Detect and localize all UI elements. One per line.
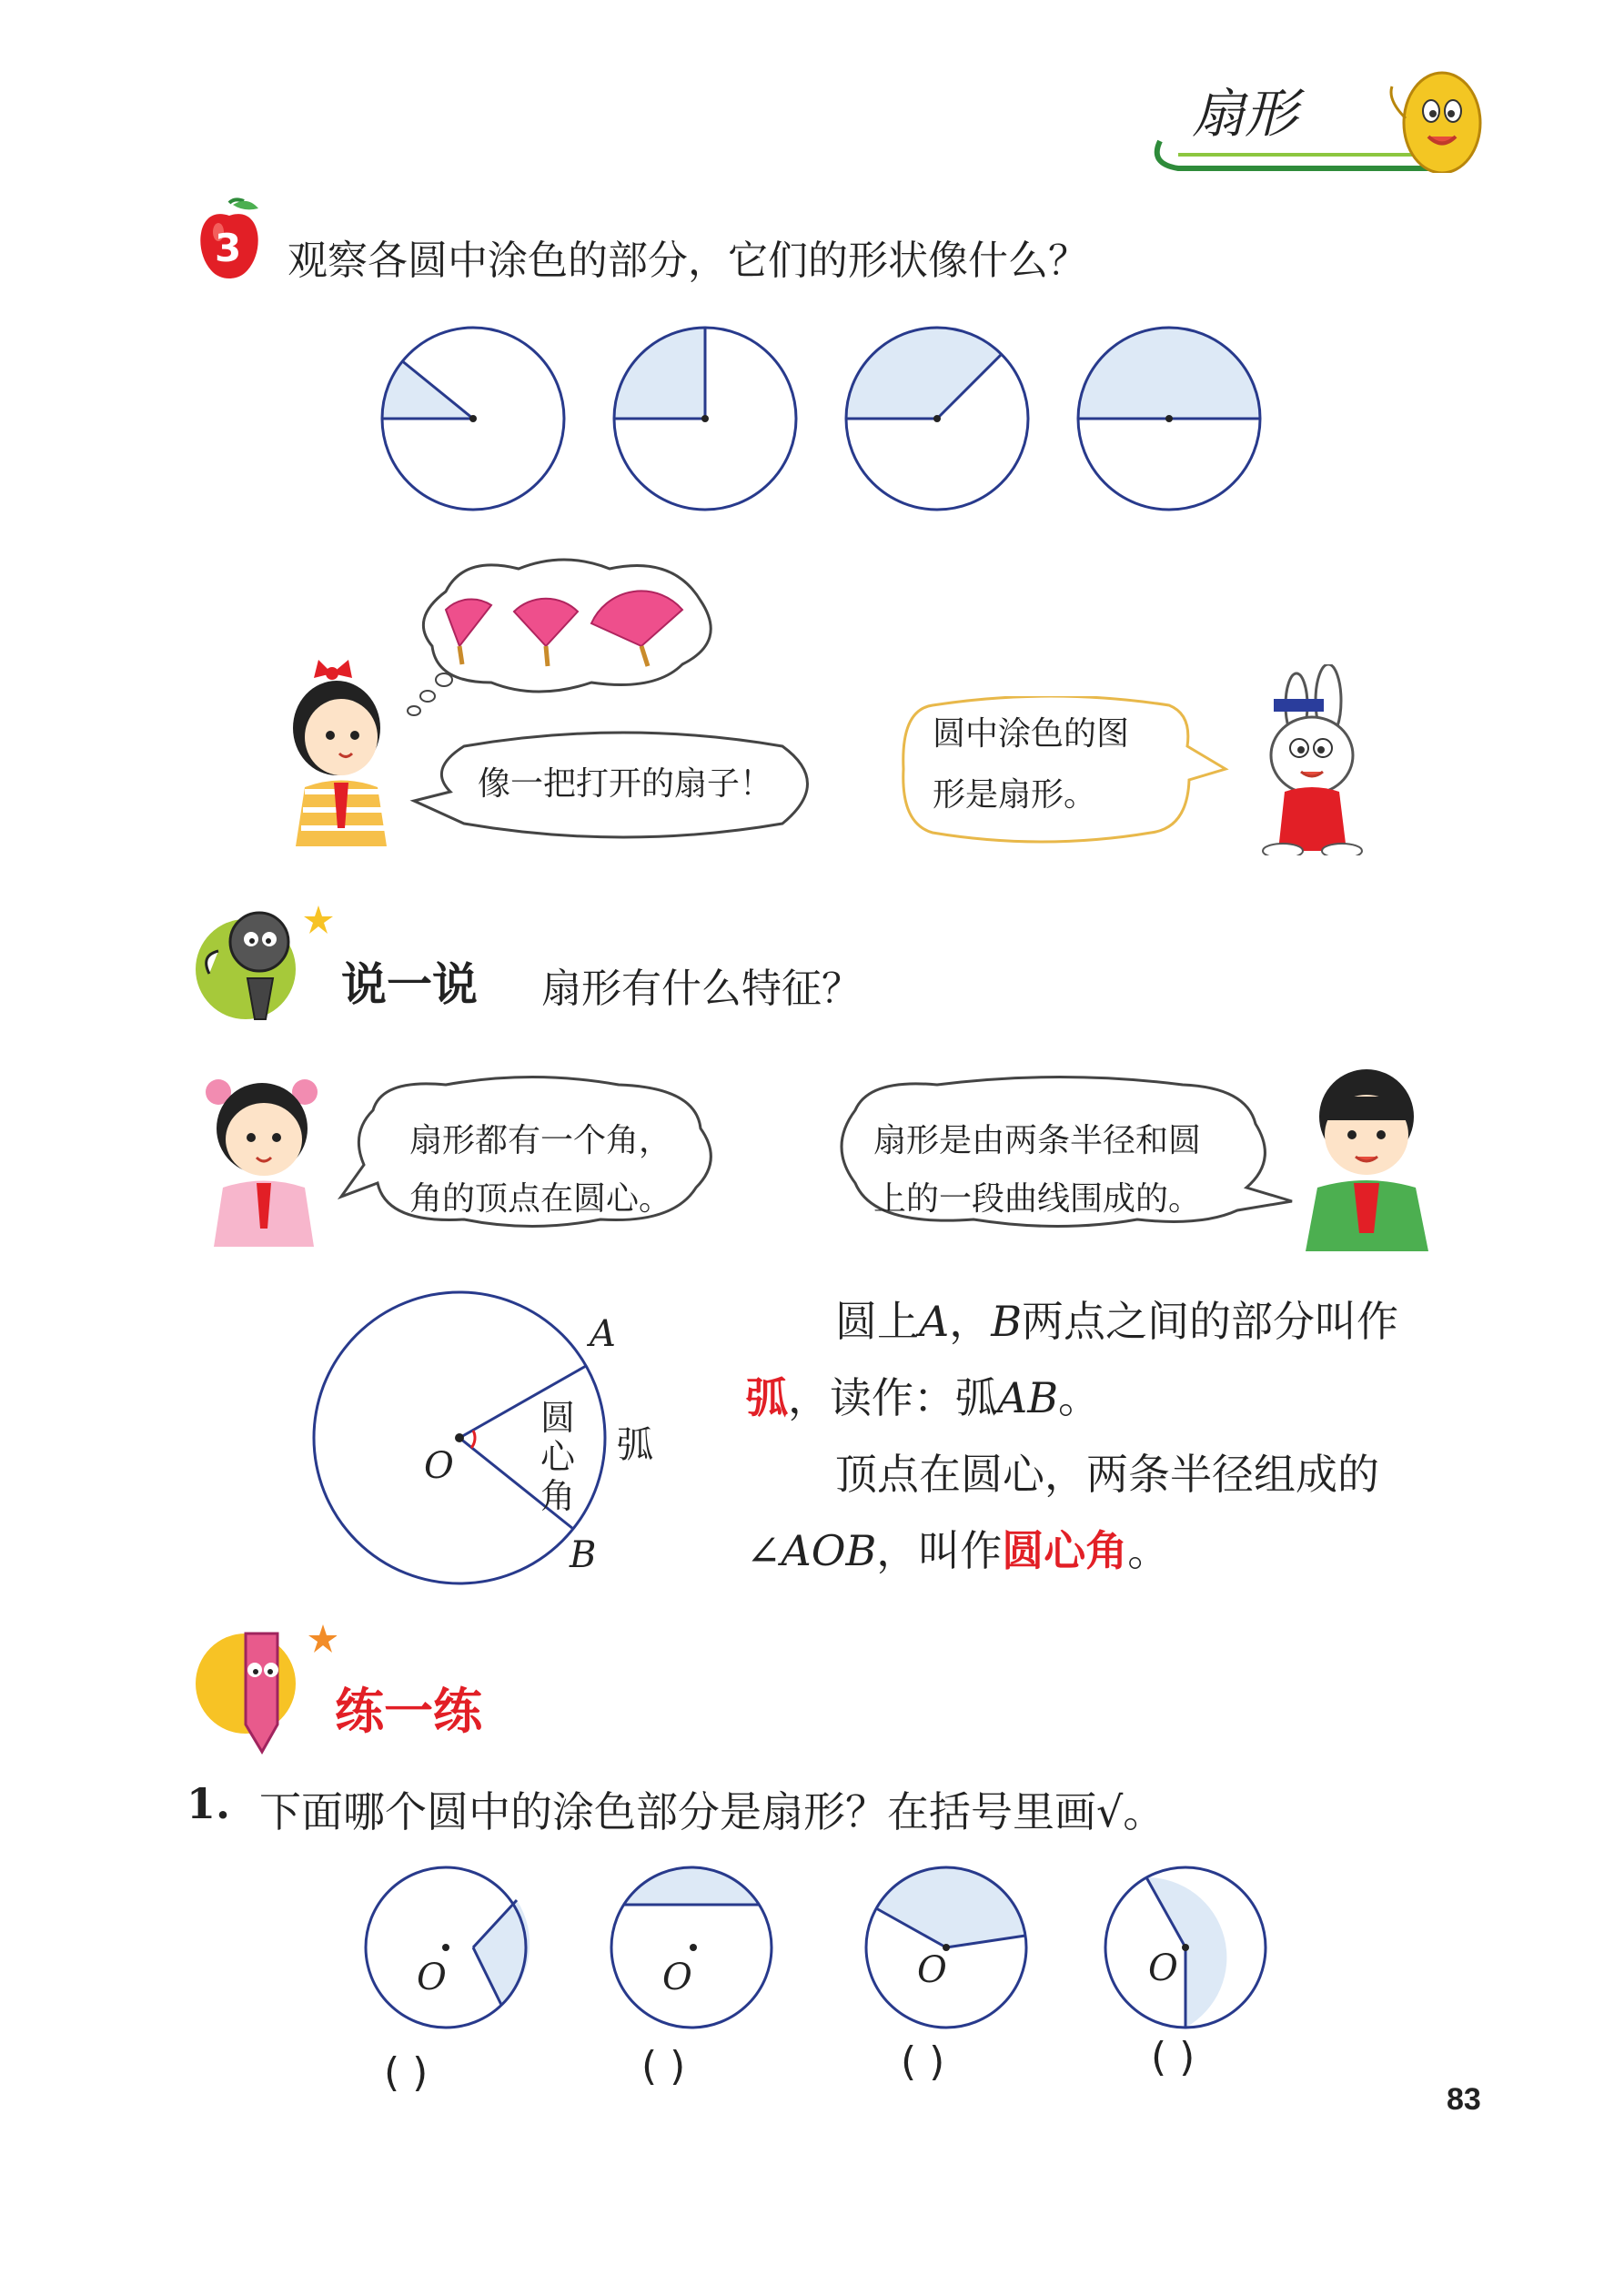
- answer-blank-3[interactable]: ( ): [901, 2038, 945, 2085]
- header-title: 扇形: [1192, 83, 1298, 145]
- talk-section-title: 说一说: [341, 958, 478, 1011]
- boy-character-icon: [1292, 1060, 1437, 1251]
- exercise-circle-3-o-label: O: [917, 1949, 947, 1991]
- arc-label: 弧: [617, 1424, 653, 1466]
- exercise-circle-2: [611, 1866, 772, 2028]
- central-angle-term: 圆心角: [1002, 1526, 1128, 1575]
- point-b-label: B: [570, 1534, 597, 1576]
- boy-bubble-line1: 扇形是由两条半径和圆: [873, 1122, 1202, 1159]
- answer-blank-4[interactable]: ( ): [1151, 2034, 1195, 2080]
- mouse-mascot-icon: [1391, 73, 1480, 173]
- exercise-circle-3: [866, 1867, 1026, 2028]
- exercise-circle-1: [366, 1867, 530, 2028]
- shaded-circle-4: [1078, 328, 1260, 510]
- rabbit-bubble-line1: 圆中涂色的图: [933, 715, 1130, 753]
- definition-line-2: 弧，读作：弧AB。: [746, 1373, 1101, 1422]
- practice-section-title: 练一练: [335, 1683, 482, 1740]
- exercise-1-text: 下面哪个圆中的涂色部分是扇形？在括号里画√。: [259, 1787, 1165, 1836]
- exercise-1-number: 1.: [187, 1779, 231, 1828]
- talk-question: 扇形有什么特征？: [541, 966, 862, 1012]
- girl2-bubble-line2: 角的顶点在圆心。: [409, 1180, 672, 1218]
- problem-number: 3: [215, 226, 242, 270]
- pencil-mascot-icon: [191, 1615, 337, 1761]
- point-o-label: O: [424, 1445, 454, 1487]
- problem3-question: 观察各圆中涂色的部分，它们的形状像什么？: [287, 238, 1088, 284]
- definition-line-3: 顶点在圆心，两条半径组成的: [835, 1450, 1379, 1499]
- microphone-mascot-icon: [191, 892, 337, 1028]
- definition-line-1: 圆上A，B两点之间的部分叫作: [835, 1297, 1399, 1346]
- definition-line-4: ∠AOB，叫作圆心角。: [746, 1526, 1170, 1575]
- exercise-circle-2-o-label: O: [662, 1957, 692, 1998]
- angle-label-char2: 心: [540, 1437, 576, 1477]
- answer-blank-2[interactable]: ( ): [641, 2043, 686, 2089]
- exercise-circle-1-o-label: O: [417, 1957, 447, 1998]
- shaded-circle-1: [382, 328, 564, 510]
- rabbit-character-icon: [1228, 664, 1383, 855]
- shaded-circle-2: [614, 328, 796, 510]
- girl2-bubble-line1: 扇形都有一个角，: [409, 1122, 672, 1159]
- answer-blank-1[interactable]: ( ): [384, 2049, 429, 2096]
- girl-character-icon: [200, 1065, 337, 1247]
- angle-label-char1: 圆: [540, 1398, 576, 1438]
- girl-character-icon: [268, 655, 423, 846]
- shaded-circle-3: [846, 328, 1028, 510]
- boy-bubble-line2: 上的一段曲线围成的。: [873, 1180, 1202, 1218]
- exercise-circle-4-o-label: O: [1148, 1947, 1178, 1989]
- point-a-label: A: [590, 1313, 616, 1355]
- arc-term: 弧: [746, 1373, 788, 1422]
- page-number: 83: [1447, 2082, 1481, 2117]
- shaded-circles-row: [373, 319, 1283, 519]
- girl-bubble-text: 像一把打开的扇子！: [478, 765, 773, 803]
- exercise-circle-4: [1105, 1867, 1266, 2028]
- thought-cloud: [409, 555, 728, 719]
- angle-label-char3: 角: [540, 1476, 576, 1516]
- rabbit-bubble-line2: 形是扇形。: [933, 776, 1097, 814]
